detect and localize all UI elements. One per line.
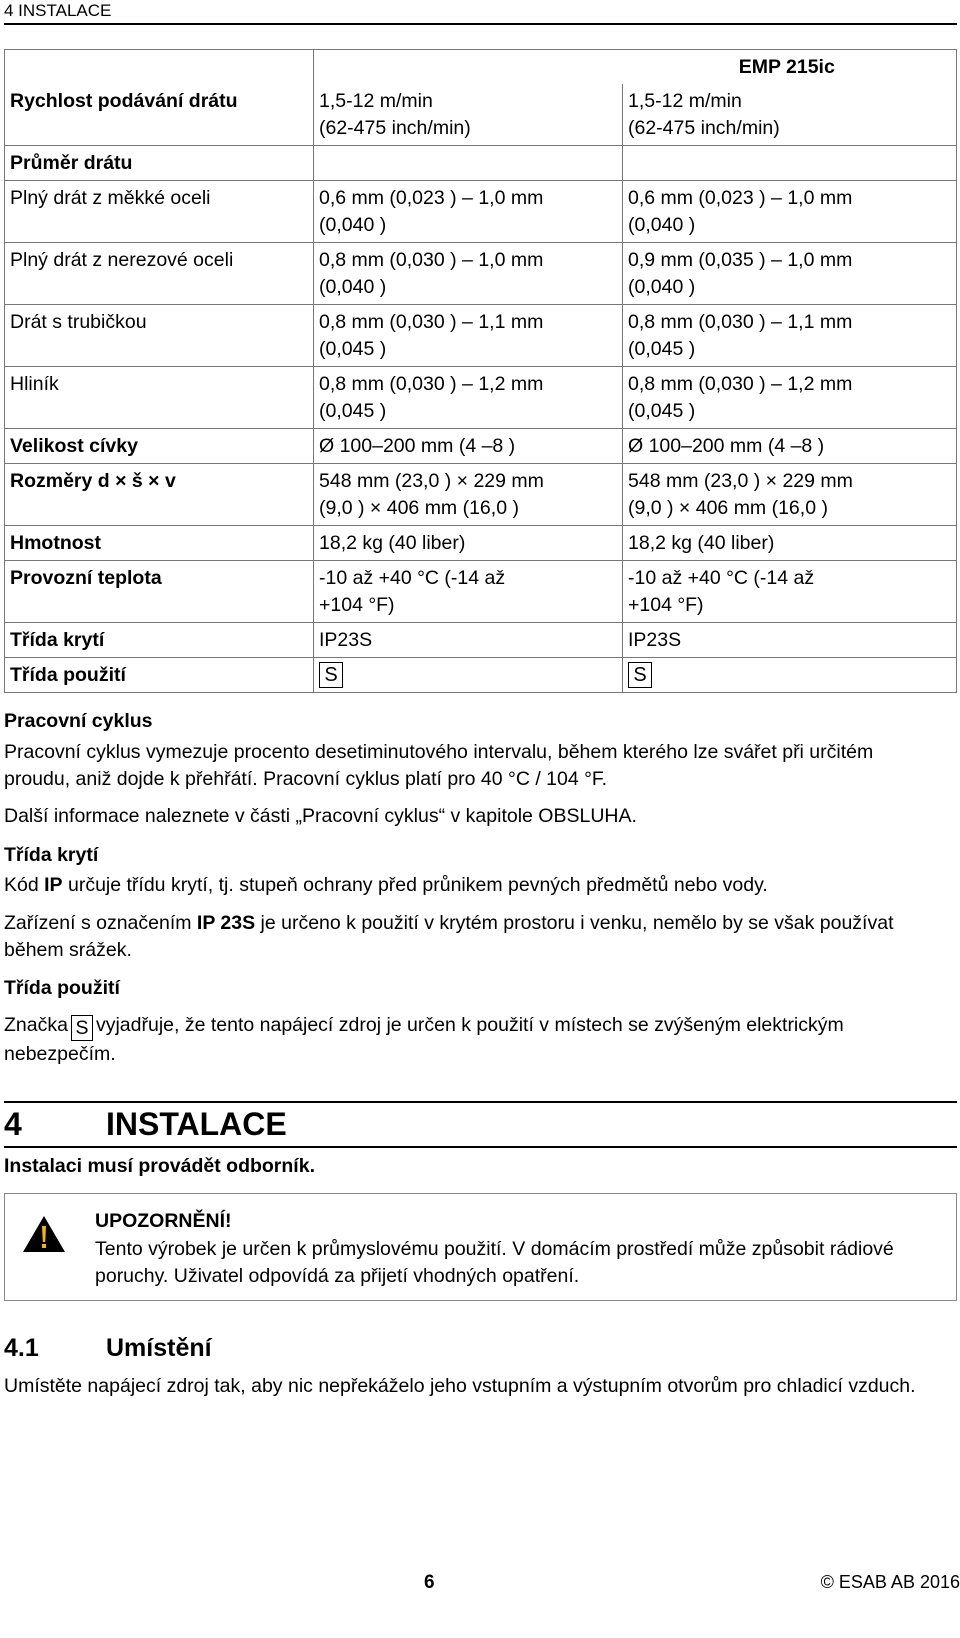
table-row — [5, 464, 957, 526]
table-row — [5, 243, 957, 305]
spec-table — [4, 49, 957, 693]
s-class-symbol: S — [628, 662, 652, 688]
value-cell: Ø 100–200 mm (4 –8 ) — [623, 429, 957, 464]
value-cell: 0,8 mm (0,030 ) – 1,1 mm (0,045 ) — [314, 305, 623, 367]
value-cell: 1,5-12 m/min (62-475 inch/min) — [623, 84, 957, 146]
value-cell — [314, 658, 623, 693]
value-cell: 0,8 mm (0,030 ) – 1,2 mm (0,045 ) — [623, 367, 957, 429]
value-cell — [314, 146, 623, 181]
value-cell: 1,5-12 m/min (62-475 inch/min) — [314, 84, 623, 146]
header-blank-cell — [5, 50, 314, 85]
value-cell: 0,9 mm (0,035 ) – 1,0 mm (0,040 ) — [623, 243, 957, 305]
table-row — [5, 561, 957, 623]
value-cell: IP23S — [314, 623, 623, 658]
value-cell: 0,8 mm (0,030 ) – 1,0 mm (0,040 ) — [314, 243, 623, 305]
table-row — [5, 305, 957, 367]
warning-text: Tento výrobek je určen k průmyslovému použití. V domácím prostředí může způsobit rádiové poruchy. Uživatel odpovídá za přijetí vhodných opatření. — [95, 1238, 894, 1287]
table-row — [5, 84, 957, 146]
page-number: 6 — [424, 1572, 435, 1593]
table-row — [5, 181, 957, 243]
value-cell: Ø 100–200 mm (4 –8 ) — [314, 429, 623, 464]
row-label: Třída použití — [5, 658, 314, 693]
warning-box — [4, 1193, 957, 1301]
duty-cycle-text: Pracovní cyklus vymezuje procento desetiminutového intervalu, během kterého lze svářet při určitém proudu, aniž dojde k přehřátí. Pracovní cyklus platí pro 40 °C / 104 °F. — [4, 741, 874, 790]
value-cell: IP23S — [623, 623, 957, 658]
usage-text: Značka S vyjadřuje, že tento napájecí zdroj je určen k použití v místech se zvýšeným elektrickým nebezpečím. — [4, 1014, 844, 1065]
value-cell: 0,6 mm (0,023 ) – 1,0 mm (0,040 ) — [314, 181, 623, 243]
s-class-symbol: S — [71, 1015, 93, 1041]
enclosure-heading: Třída krytí — [4, 844, 99, 866]
value-cell: 548 mm (23,0 ) × 229 mm (9,0 ) × 406 mm (16,0 ) — [623, 464, 957, 526]
warning-triangle-icon — [21, 1214, 67, 1254]
row-label: Plný drát z nerezové oceli — [5, 243, 314, 305]
section-4-heading: 4 INSTALACE — [4, 1106, 287, 1142]
value-cell: 0,8 mm (0,030 ) – 1,1 mm (0,045 ) — [623, 305, 957, 367]
enclosure-text-2: Zařízení s označením IP 23S je určeno k použití v krytém prostoru i venku, nemělo by se však používat během srážek. — [4, 912, 894, 961]
value-cell: 548 mm (23,0 ) × 229 mm (9,0 ) × 406 mm (16,0 ) — [314, 464, 623, 526]
value-cell: 18,2 kg (40 liber) — [314, 526, 623, 561]
value-cell: -10 až +40 °C (-14 až +104 °F) — [314, 561, 623, 623]
row-label: Rychlost podávání drátu — [5, 84, 314, 146]
value-cell: 18,2 kg (40 liber) — [623, 526, 957, 561]
table-header-row — [5, 50, 957, 85]
header-rule — [4, 23, 957, 25]
table-row — [5, 429, 957, 464]
row-label: Hmotnost — [5, 526, 314, 561]
table-row — [5, 623, 957, 658]
s-class-symbol: S — [319, 662, 343, 688]
value-cell — [623, 658, 957, 693]
section-4-1-heading: 4.1 Umístění — [4, 1334, 212, 1362]
header-blank-cell — [314, 50, 623, 85]
running-header: 4 INSTALACE — [4, 1, 112, 20]
value-cell: 0,6 mm (0,023 ) – 1,0 mm (0,040 ) — [623, 181, 957, 243]
row-label: Rozměry d × š × v — [5, 464, 314, 526]
value-cell — [623, 146, 957, 181]
enclosure-text-1: Kód IP určuje třídu krytí, tj. stupeň ochrany před průnikem pevných předmětů nebo vody. — [4, 874, 768, 896]
duty-cycle-heading: Pracovní cyklus — [4, 710, 153, 732]
value-cell: -10 až +40 °C (-14 až +104 °F) — [623, 561, 957, 623]
row-label: Velikost cívky — [5, 429, 314, 464]
row-label: Hliník — [5, 367, 314, 429]
placement-text: Umístěte napájecí zdroj tak, aby nic nepřekáželo jeho vstupním a výstupním otvorům pro chladicí vzduch. — [4, 1375, 916, 1397]
table-row — [5, 146, 957, 181]
usage-heading: Třída použití — [4, 977, 120, 999]
row-label: Průměr drátu — [5, 146, 314, 181]
warning-title: UPOZORNĚNÍ! — [95, 1210, 232, 1232]
row-label: Třída krytí — [5, 623, 314, 658]
row-label: Provozní teplota — [5, 561, 314, 623]
table-row — [5, 658, 957, 693]
copyright: © ESAB AB 2016 — [820, 1572, 960, 1592]
row-label: Plný drát z měkké oceli — [5, 181, 314, 243]
section-rule-bottom — [4, 1146, 957, 1148]
installation-lead: Instalaci musí provádět odborník. — [4, 1155, 315, 1177]
section-rule-top — [4, 1101, 957, 1103]
model-header: EMP 215ic — [623, 50, 957, 85]
duty-cycle-reference: Další informace naleznete v části „Pracovní cyklus“ v kapitole OBSLUHA. — [4, 805, 637, 827]
row-label: Drát s trubičkou — [5, 305, 314, 367]
value-cell: 0,8 mm (0,030 ) – 1,2 mm (0,045 ) — [314, 367, 623, 429]
table-row — [5, 367, 957, 429]
table-row — [5, 526, 957, 561]
